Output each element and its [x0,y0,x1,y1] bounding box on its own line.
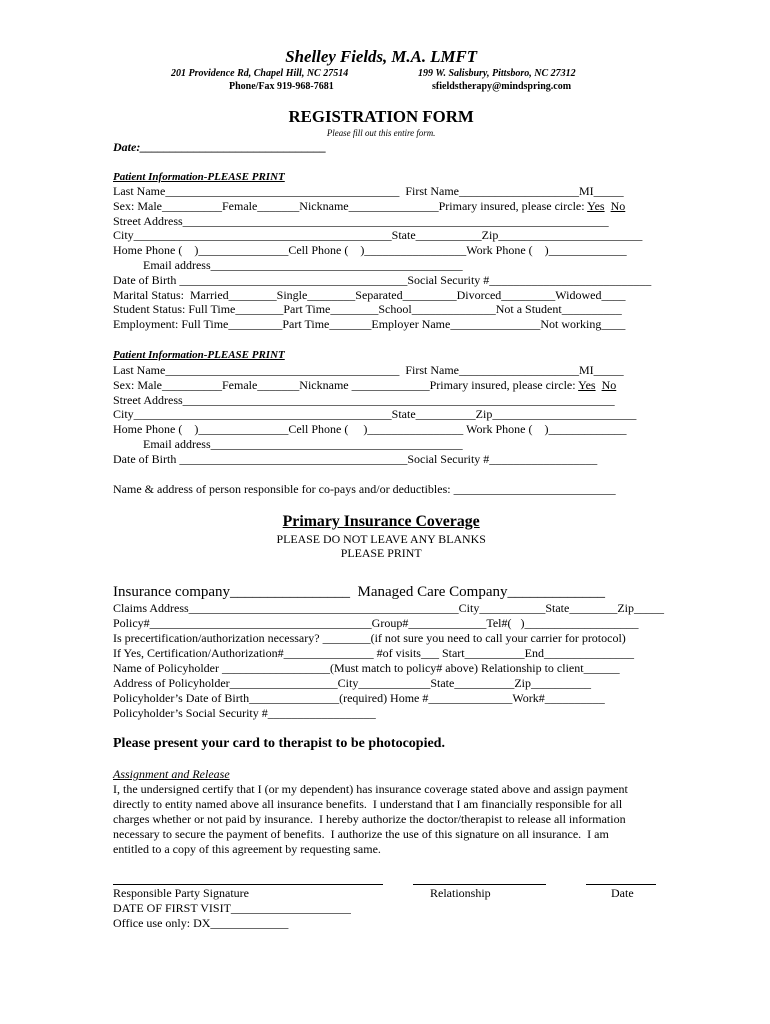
patient1-form-line[interactable]: Employment: Full Time_________Part Time_______Employer Name_______________Not working____ [113,317,626,332]
office2-address: 199 W. Salisbury, Pittsboro, NC 27312 [418,68,576,79]
card-notice: Please present your card to therapist to be photocopied. [113,736,445,751]
responsible-signature-label: Responsible Party Signature [113,886,249,900]
insurance-form-line[interactable]: Policyholder’s Date of Birth_______________(required) Home #______________Work#__________ [113,691,605,705]
patient1-form-line[interactable]: Student Status: Full Time________Part Time________School______________Not a Student__________ [113,302,622,317]
insurance-title: Primary Insurance Coverage [282,513,480,530]
responsible-party-field[interactable]: Name & address of person responsible for co-pays and/or deductibles: ___________________________ [113,482,616,496]
patient1-form-line[interactable]: Street Address_______________________________________________________________________ [113,213,609,228]
insurance-form-line[interactable]: If Yes, Certification/Authorization#_______________ #of visits___ Start__________End_______________ [113,646,634,660]
insurance-form-line[interactable]: Policy#_____________________________________Group#_____________Tel#( )___________________ [113,616,639,630]
relationship-label: Relationship [430,886,491,900]
no-option[interactable]: No [601,377,617,392]
yes-option[interactable]: Yes [587,198,605,213]
patient2-form-line[interactable]: Email address__________________________________________ [113,437,463,451]
office1-phone: Phone/Fax 919-968-7681 [229,81,334,92]
relationship-line[interactable] [413,884,546,885]
patient1-heading: Patient Information-PLEASE PRINT [113,171,285,183]
date-line[interactable] [586,884,656,885]
patient2-form-line[interactable]: Date of Birth ______________________________________Social Security #__________________ [113,451,598,466]
office2-email: sfieldstherapy@mindspring.com [432,81,572,92]
patient2-form-line[interactable]: Home Phone ( )_______________Cell Phone ( )________________ Work Phone ( )_____________ [113,422,627,437]
no-option[interactable]: No [610,198,626,213]
insurance-company-field[interactable]: Insurance company________________ Managed Care Company_____________ [113,584,605,600]
patient1-form-line[interactable]: City___________________________________________State___________Zip________________________ [113,228,643,243]
insurance-form-line[interactable]: Address of Policyholder__________________City____________State__________Zip__________ [113,676,591,690]
practitioner-name: Shelley Fields, M.A. LMFT [285,47,477,66]
patient1-form-line[interactable]: Email address__________________________________________ [113,258,463,272]
office-use-field: Office use only: DX_____________ [113,916,289,930]
assignment-heading: Assignment and Release [113,767,230,781]
signature-line[interactable] [113,884,383,885]
assignment-text-line: entitled to a copy of this agreement by requesting same. [113,842,381,856]
patient1-form-line[interactable]: Date of Birth ______________________________________Social Security #___________________________ [113,272,652,287]
patient2-form-line[interactable]: City___________________________________________State__________Zip________________________ [113,407,637,422]
office1-address: 201 Providence Rd, Chapel Hill, NC 27514 [171,68,349,79]
assignment-text-line: I, the undersigned certify that I (or my dependent) has insurance coverage stated above and assign payment [113,782,628,796]
insurance-form-line[interactable]: Policyholder’s Social Security #__________________ [113,706,376,720]
insurance-subtitle-2: PLEASE PRINT [340,546,422,560]
patient2-form-line[interactable]: Last Name_______________________________________ First Name____________________MI_____ [113,363,624,377]
assignment-text-line: directly to entity named above all insurance benefits. I understand that I am financially responsible for all [113,797,623,811]
assignment-text-line: necessary to secure the payment of benefits. I authorize the use of this signature on all insurance. I am [113,827,609,841]
patient2-form-line[interactable]: Sex: Male__________Female_______Nickname _____________Primary insured, please circle: Yes No [113,377,617,392]
date-field[interactable]: Date:_______________________________ [113,140,327,154]
assignment-text-line: charges whether or not paid by insurance. I hereby authorize the doctor/therapist to release all information [113,812,626,826]
patient1-form-line[interactable]: Marital Status: Married________Single________Separated_________Divorced_________Widowed____ [113,287,626,302]
patient2-heading: Patient Information-PLEASE PRINT [113,349,285,361]
patient1-form-line[interactable]: Sex: Male__________Female_______Nickname_______________Primary insured, please circle: Yes No [113,198,626,213]
form-instruction: Please fill out this entire form. [326,128,436,138]
insurance-form-line[interactable]: Is precertification/authorization necessary? ________(if not sure you need to call your carrier for protocol) [113,631,626,645]
first-visit-field[interactable]: DATE OF FIRST VISIT____________________ [113,901,351,915]
date-label: Date [611,886,634,900]
insurance-subtitle-1: PLEASE DO NOT LEAVE ANY BLANKS [276,532,486,546]
patient1-form-line[interactable]: Last Name_______________________________________ First Name____________________MI_____ [113,184,624,198]
patient2-form-line[interactable]: Street Address________________________________________________________________________ [113,392,615,407]
yes-option[interactable]: Yes [578,377,596,392]
insurance-form-line[interactable]: Claims Address_____________________________________________City___________State________Zip_____ [113,601,664,615]
insurance-form-line[interactable]: Name of Policyholder __________________(Must match to policy# above) Relationship to client______ [113,661,620,675]
form-title: REGISTRATION FORM [288,107,474,126]
patient1-form-line[interactable]: Home Phone ( )_______________Cell Phone ( )_________________Work Phone ( )_____________ [113,243,627,258]
